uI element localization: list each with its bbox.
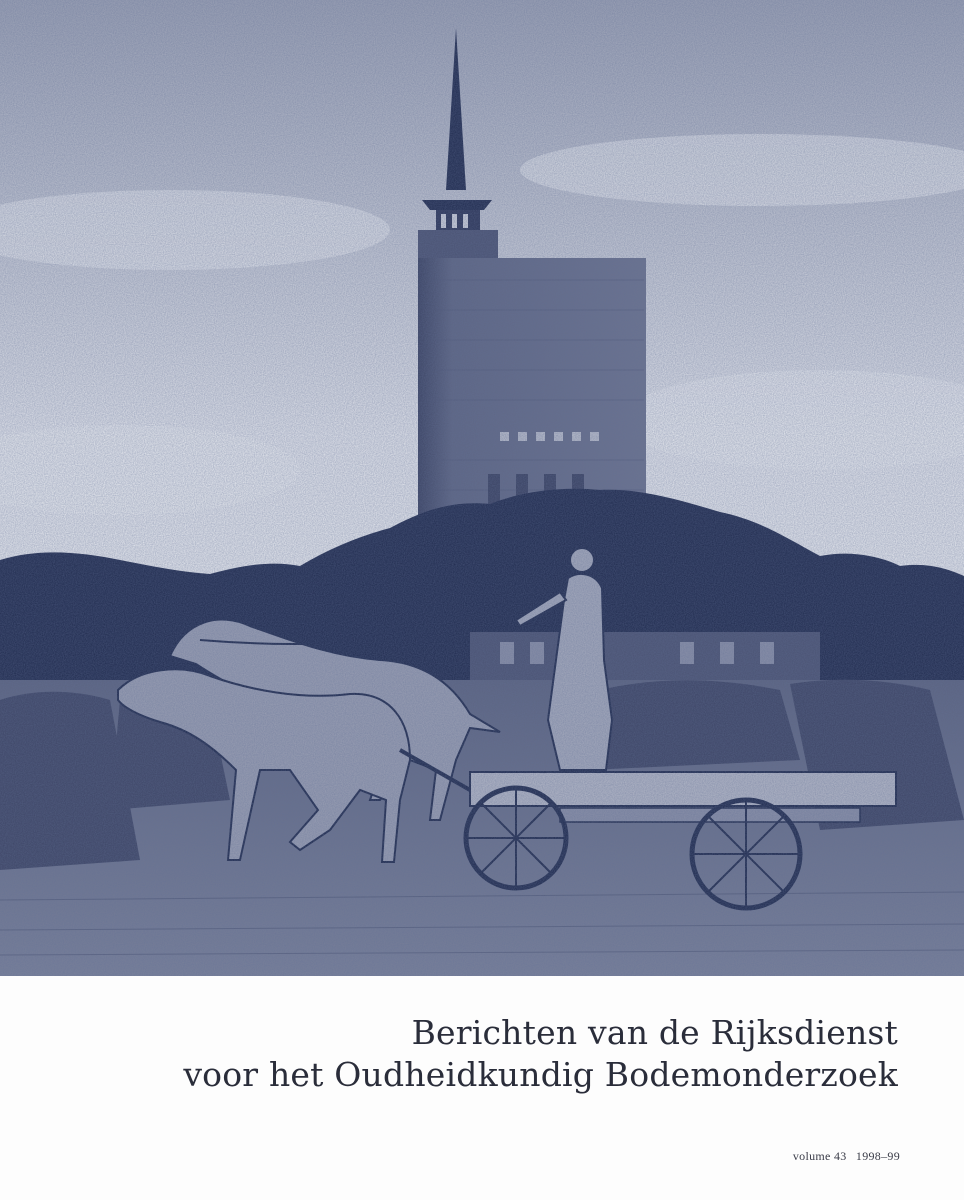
title-line-2: voor het Oudheidkundig Bodemonderzoek: [183, 1055, 898, 1094]
journal-title: [183, 1012, 898, 1096]
volume-number: volume 43: [792, 1149, 847, 1163]
title-line-1: Berichten van de Rijksdienst: [411, 1013, 898, 1052]
volume-years: 1998–99: [855, 1149, 900, 1163]
volume-info: [793, 1149, 900, 1164]
